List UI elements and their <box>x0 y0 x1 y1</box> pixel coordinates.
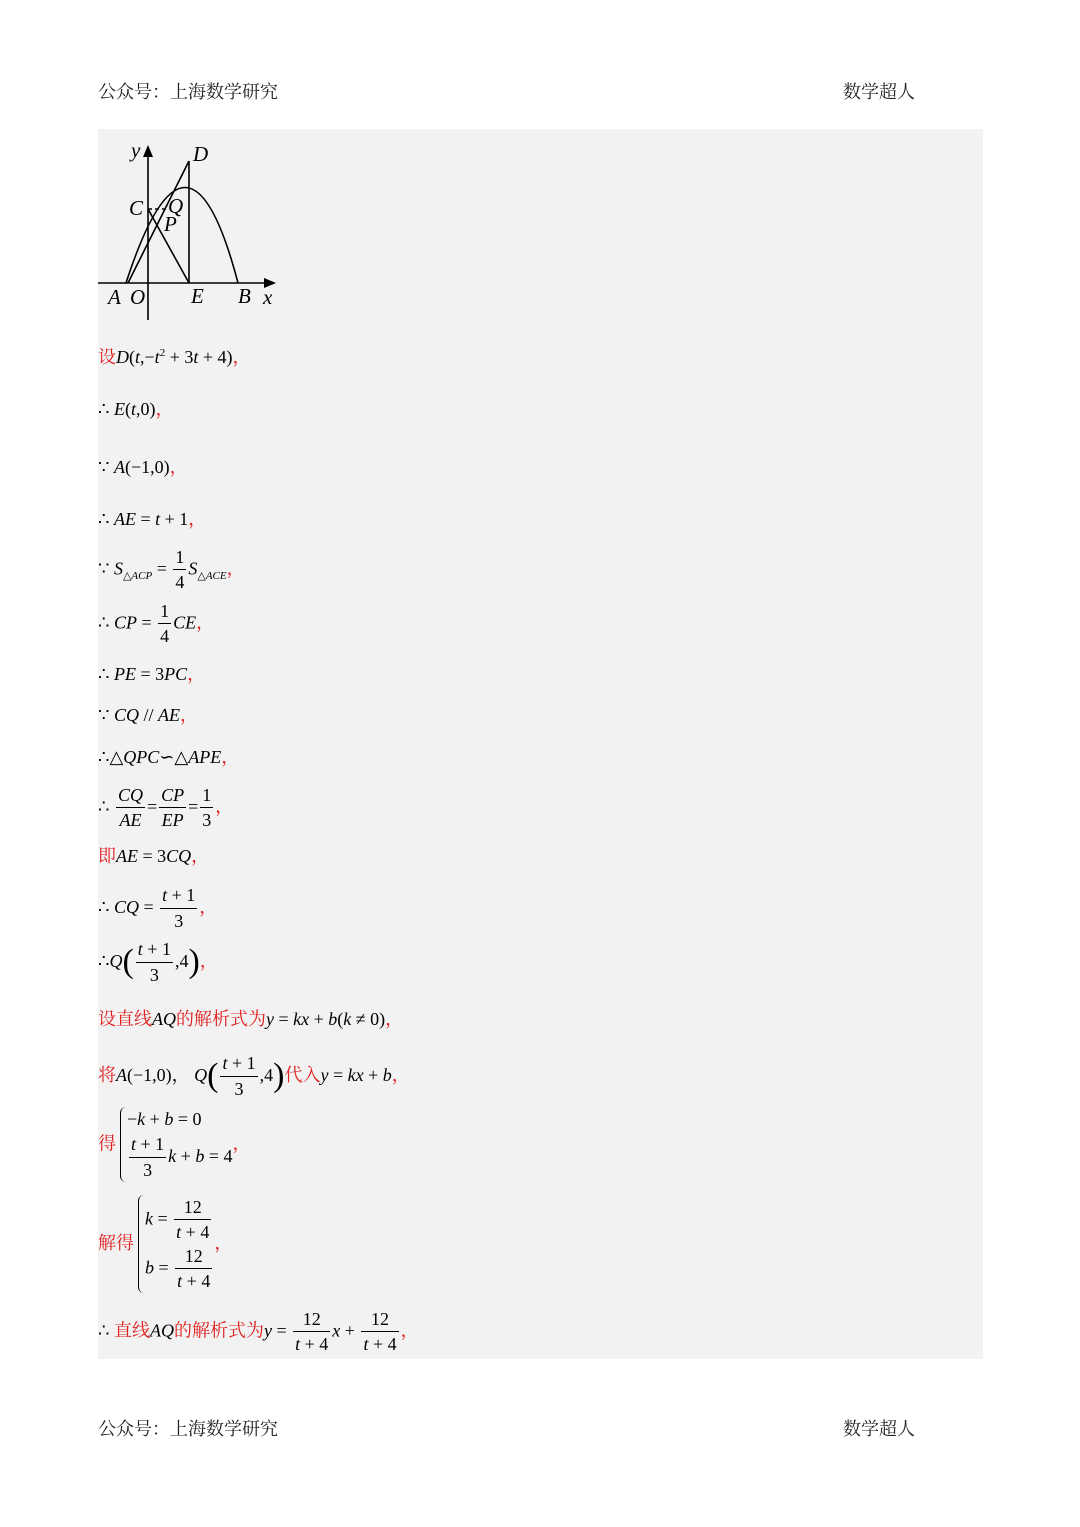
step-9: ∴△QPC∽△APE， <box>98 747 240 768</box>
step-15: 将A(−1,0)， Q( $\frac{t + 1}{3}$ ,4)代入y = kx + b， <box>98 1053 410 1099</box>
parabola-figure <box>98 137 283 332</box>
step-1-prefix: 设 <box>98 347 116 368</box>
comma: ， <box>191 846 210 867</box>
comma: ， <box>215 796 234 818</box>
step-2: ∴ E(t,0)， <box>98 399 174 420</box>
comma: ， <box>188 509 207 530</box>
step-18: ∴ 直线AQ的解析式为y = $\frac{12}{t + 4}$ x + $\frac{12}{t + 4}$ ， <box>98 1309 419 1354</box>
step-17-prefix: 解得 <box>98 1233 134 1254</box>
comma: ， <box>385 1009 404 1030</box>
step-18-mid: 的解析式为 <box>173 1320 264 1342</box>
step-11: 即AE = 3CQ， <box>98 846 210 867</box>
step-15-prefix: 将 <box>98 1065 116 1086</box>
step-6: ∴ CP = $\frac{1}{4}$ CE， <box>98 601 215 646</box>
step-10: ∴ $\frac{CQ}{AE}$ = $\frac{CP}{EP}$ = $\frac{1}{3}$ ， <box>98 785 234 830</box>
comma: ， <box>221 747 240 768</box>
step-14-prefix: 设直线 <box>98 1009 152 1030</box>
comma: ， <box>199 951 218 972</box>
step-16-prefix: 得 <box>98 1133 116 1155</box>
comma: ， <box>232 347 251 368</box>
step-8: ∵ CQ // AE， <box>98 705 198 726</box>
comma: ， <box>400 1320 419 1342</box>
footer-right: 数学超人 <box>843 1419 915 1440</box>
solution-system: k = $\frac{12}{t + 4}$ b = $\frac{12}{t + 4}$ <box>138 1195 214 1293</box>
step-11-prefix: 即 <box>98 846 116 867</box>
label-P: P <box>164 212 177 236</box>
step-5: ∵ $S_{\triangle ACP}$ = $\frac{1}{4}$ $S_{\triangle ACE}$， <box>98 547 245 592</box>
step-13: ∴Q( $\frac{t + 1}{3}$ ,4)， <box>98 939 218 985</box>
step-3: ∵ A(−1,0)， <box>98 457 188 478</box>
comma: ， <box>391 1065 410 1086</box>
label-A: A <box>108 285 121 309</box>
label-Q: Q <box>168 194 184 218</box>
label-x: x <box>263 285 273 309</box>
label-O: O <box>130 285 146 309</box>
comma: ， <box>179 705 198 726</box>
comma: ， <box>196 612 215 634</box>
step-4: ∴ AE = t + 1， <box>98 509 207 530</box>
step-18-prefix: 直线 <box>113 1320 150 1342</box>
step-7: ∴ PE = 3PC， <box>98 664 206 685</box>
label-E: E <box>191 284 204 308</box>
solution-panel <box>98 129 983 1359</box>
step-17 <box>98 1195 232 1293</box>
label-D: D <box>193 142 209 166</box>
comma: ， <box>226 558 245 580</box>
step-1: 设$D(t,-t^2 + 3t + 4)$， <box>98 347 251 368</box>
equation-system: −k + b = 0 $\frac{t + 1}{3}$ k + b = 4 <box>120 1107 232 1182</box>
step-12: ∴ CQ = $\frac{t + 1}{3}$ ， <box>98 885 218 931</box>
label-C: C <box>129 196 144 220</box>
step-16 <box>98 1107 250 1182</box>
comma: ， <box>199 897 218 918</box>
comma: ， <box>169 457 188 478</box>
comma: ， <box>187 664 206 685</box>
step-14: 设直线AQ的解析式为y = kx + b(k ≠ 0)， <box>98 1009 404 1030</box>
comma: ， <box>232 1133 251 1155</box>
header-right: 数学超人 <box>843 82 915 103</box>
label-B: B <box>238 284 251 308</box>
footer-left: 公众号：上海数学研究 <box>98 1419 278 1440</box>
label-y: y <box>131 138 141 162</box>
step-15-mid: 代入 <box>284 1065 321 1086</box>
header-left: 公众号：上海数学研究 <box>98 82 278 103</box>
comma: ， <box>155 399 174 420</box>
comma: ， <box>214 1233 233 1254</box>
step-14-mid: 的解析式为 <box>176 1009 266 1030</box>
